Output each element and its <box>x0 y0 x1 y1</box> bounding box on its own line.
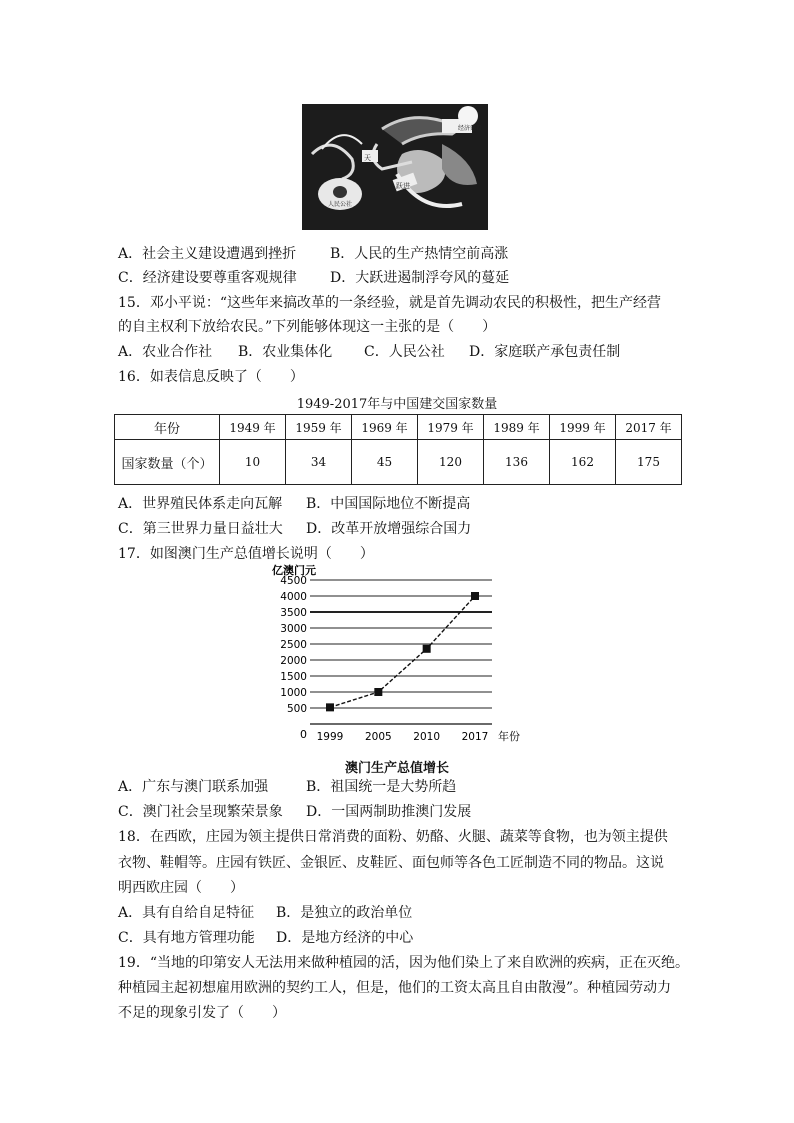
cartoon-image <box>302 104 488 230</box>
q19-stem-line3: 不足的现象引发了（ ） <box>118 1005 286 1021</box>
chart-x-tick-label: 2017 <box>461 731 489 743</box>
q15-option-a[interactable]: A．农业合作社 <box>118 344 213 360</box>
chart-y-tick-label: 1000 <box>280 687 307 699</box>
table-year-cell: 1989 年 <box>484 415 550 440</box>
table-title: 1949-2017年与中国建交国家数量 <box>296 397 498 412</box>
q18-option-d[interactable]: D．是地方经济的中心 <box>276 930 414 946</box>
table-year-cell: 1979 年 <box>418 415 484 440</box>
table-year-cell: 1969 年 <box>352 415 418 440</box>
q16-stem: 16．如表信息反映了（ ） <box>118 369 304 385</box>
table-year-cell: 1959 年 <box>286 415 352 440</box>
table-count-cell: 120 <box>418 440 484 485</box>
q16-option-b[interactable]: B．中国国际地位不断提高 <box>306 496 471 512</box>
q15-stem-line2: 的自主权利下放给农民。”下列能够体现这一主张的是（ ） <box>118 319 497 335</box>
chart-x-ticks <box>317 731 489 743</box>
chart-x-tick-label: 1999 <box>316 731 344 743</box>
cartoon-label-leap: 跃进 <box>396 182 410 190</box>
q19-stem-line2: 种植园主起初想雇用欧洲的契约工人，但是，他们的工资太高且自由散漫”。种植园劳动力 <box>118 980 672 996</box>
q19-stem-line1: 19．“当地的印第安人无法用来做种植园的活，因为他们染上了来自欧洲的疾病，正在灭绝。 <box>118 955 689 971</box>
chart-y-tick-label: 3500 <box>280 607 307 619</box>
diplomatic-relations-table <box>114 414 682 485</box>
chart-y-tick-label: 2500 <box>280 639 307 651</box>
q15-option-c[interactable]: C．人民公社 <box>364 344 445 360</box>
table-year-cell: 2017 年 <box>616 415 682 440</box>
table-year-cell: 1949 年 <box>220 415 286 440</box>
chart-data-point <box>326 703 334 711</box>
chart-y-tick-label: 1500 <box>280 671 307 683</box>
chart-data-point <box>423 645 431 653</box>
chart-origin-label: 0 <box>300 728 307 741</box>
chart-points <box>326 592 479 711</box>
q16-option-a[interactable]: A．世界殖民体系走向瓦解 <box>118 496 283 512</box>
chart-data-point <box>374 688 382 696</box>
chart-y-tick-label: 2000 <box>280 655 307 667</box>
table-count-cell: 162 <box>550 440 616 485</box>
q18-stem-line2: 衣物、鞋帽等。庄园有铁匠、金银匠、皮鞋匠、面包师等各色工匠制造不同的物品。这说 <box>118 855 664 871</box>
q18-option-b[interactable]: B．是独立的政治单位 <box>276 905 413 921</box>
chart-y-tick-label: 500 <box>286 703 307 715</box>
macau-gdp-chart <box>270 562 530 746</box>
q14-option-d[interactable]: D．大跃进遏制浮夸风的蔓延 <box>330 270 510 286</box>
chart-y-tick-label: 4000 <box>280 591 307 603</box>
chart-caption: 澳门生产总值增长 <box>344 761 449 776</box>
chart-y-ticks <box>280 575 307 715</box>
chart-x-label: 年份 <box>498 730 520 743</box>
q14-option-b[interactable]: B．人民的生产热情空前高涨 <box>330 246 509 262</box>
table-count-cell: 10 <box>220 440 286 485</box>
q18-option-a[interactable]: A．具有自给自足特征 <box>118 905 255 921</box>
chart-x-tick-label: 2005 <box>364 731 392 743</box>
q17-option-d[interactable]: D．一国两制助推澳门发展 <box>306 804 472 820</box>
q15-option-d[interactable]: D．家庭联产承包责任制 <box>469 344 621 360</box>
q17-option-c[interactable]: C．澳门社会呈现繁荣景象 <box>118 804 283 820</box>
q18-option-c[interactable]: C．具有地方管理功能 <box>118 930 255 946</box>
q14-option-c[interactable]: C．经济建设要尊重客观规律 <box>118 270 297 286</box>
chart-grid <box>310 580 492 724</box>
chart-y-tick-label: 4500 <box>280 575 307 587</box>
q17-option-a[interactable]: A．广东与澳门联系加强 <box>118 779 269 795</box>
q14-option-a[interactable]: A．社会主义建设遭遇到挫折 <box>118 246 297 262</box>
chart-x-tick-label: 2010 <box>413 731 441 743</box>
table-count-cell: 136 <box>484 440 550 485</box>
q17-stem: 17．如图澳门生产总值增长说明（ ） <box>118 546 374 562</box>
q18-stem-line1: 18．在西欧，庄园为领主提供日常消费的面粉、奶酪、火腿、蔬菜等食物，也为领主提供 <box>118 829 668 845</box>
q16-option-c[interactable]: C．第三世界力量日益壮大 <box>118 521 283 537</box>
chart-y-tick-label: 3000 <box>280 623 307 635</box>
table-count-cell: 34 <box>286 440 352 485</box>
cartoon-label-economy: 经济建设 <box>458 125 483 132</box>
q15-stem-line1: 15．邓小平说：“这些年来搞改革的一条经验，就是首先调动农民的积极性，把生产经营 <box>118 295 661 311</box>
q15-option-b[interactable]: B．农业集体化 <box>238 344 333 360</box>
table-year-cell: 1999 年 <box>550 415 616 440</box>
table-count-cell: 175 <box>616 440 682 485</box>
q16-option-d[interactable]: D．改革开放增强综合国力 <box>306 521 472 537</box>
table-header-label: 年份 <box>115 415 220 440</box>
table-row-label: 国家数量（个） <box>115 440 220 485</box>
cartoon-label-sky: 天 <box>364 154 371 162</box>
q17-option-b[interactable]: B．祖国统一是大势所趋 <box>306 779 457 795</box>
chart-y-label: 亿澳门元 <box>272 564 316 577</box>
q18-stem-line3: 明西欧庄园（ ） <box>118 880 244 896</box>
chart-data-point <box>471 592 479 600</box>
table-count-cell: 45 <box>352 440 418 485</box>
cartoon-label-commune: 人民公社 <box>328 201 353 208</box>
